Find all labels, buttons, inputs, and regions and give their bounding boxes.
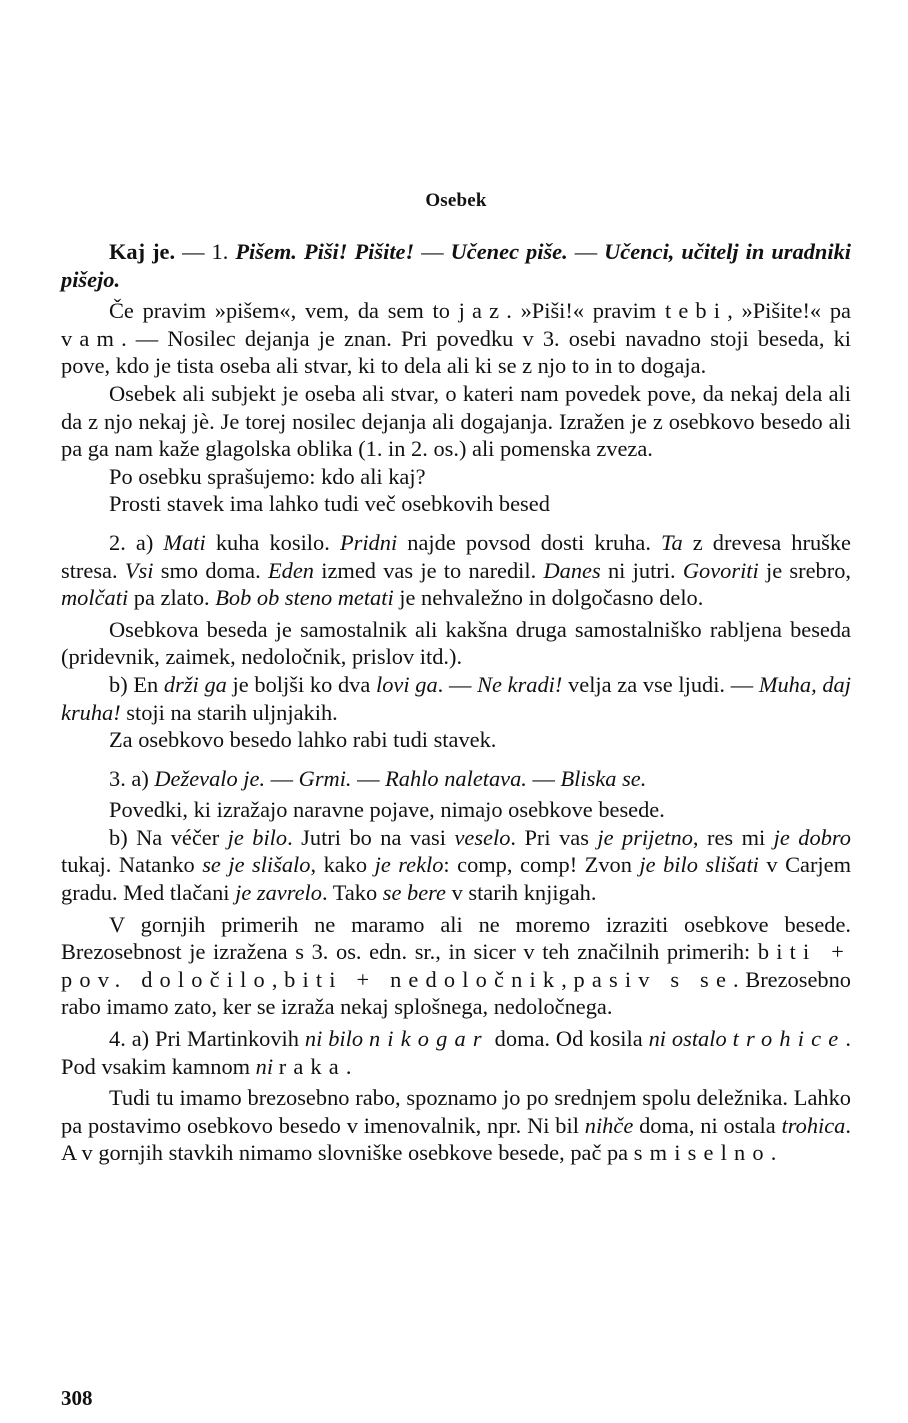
text: b) En: [109, 671, 164, 697]
text: —: [567, 239, 605, 264]
example: Danes: [543, 557, 601, 583]
text: pa zlato.: [128, 585, 216, 611]
text: —: [351, 765, 386, 791]
text: tukaj. Natanko: [61, 852, 203, 878]
text: doma. Od kosila: [488, 1026, 649, 1052]
example: Pridni: [339, 529, 398, 555]
text: najde povsod dosti kruha.: [397, 529, 662, 555]
text: — 1.: [175, 239, 236, 264]
example: Rahlo naletava.: [385, 765, 527, 791]
text: , res mi: [692, 824, 774, 850]
text: stoji na starih uljnjakih.: [120, 699, 338, 725]
lead-question: Kaj je.: [109, 239, 176, 264]
text: . Pri vas: [510, 824, 598, 850]
text: ni jutri.: [600, 557, 683, 583]
example: veselo: [454, 824, 511, 850]
text: v starih knjigah.: [445, 880, 597, 906]
text: : comp, comp! Zvon: [443, 852, 640, 878]
example: je bilo slišati: [639, 852, 759, 878]
paragraph-explanation: [61, 297, 851, 380]
paragraph-examples-3a: [61, 765, 851, 793]
paragraph-examples-2a: [61, 529, 851, 612]
example: Učenec piše.: [450, 239, 568, 264]
example: Muha, daj kruha!: [61, 671, 851, 725]
section-heading: Osebek: [425, 190, 487, 211]
text: velja za vse ljudi. —: [562, 671, 759, 697]
text: smo doma.: [153, 557, 268, 583]
spaced-word: smiselno: [633, 1140, 771, 1166]
text: ,: [271, 966, 285, 992]
text: . Jutri bo na vasi: [287, 824, 455, 850]
example: Pišem. Piši! Pišite!: [235, 239, 415, 264]
text: . Tako: [321, 880, 383, 906]
text: , kako: [310, 852, 375, 878]
paragraph-examples-3b: [61, 824, 851, 907]
text: —: [526, 765, 561, 791]
text: ,: [561, 966, 574, 992]
example: Ne kradi!: [477, 671, 563, 697]
text: v Carjem gradu. Med tlačani: [61, 852, 851, 906]
paragraph-examples-4a: [61, 1025, 851, 1080]
text: —: [265, 765, 299, 791]
example: Bliska se.: [560, 765, 647, 791]
example: se je slišalo: [202, 852, 311, 878]
text: b) Na véčer: [109, 824, 228, 850]
example: je bilo: [227, 824, 288, 850]
example: nihče: [584, 1112, 634, 1138]
example: ni bilo: [304, 1026, 364, 1052]
spaced-word: jaz: [458, 298, 507, 324]
spaced-term: biti + nedoločnik: [284, 966, 562, 992]
example: Deževalo je.: [154, 765, 266, 791]
paragraph-rule-2: Povedki, ki izražajo naravne pojave, nimajo osebkove besede.: [109, 797, 665, 823]
spaced-word: vam: [61, 325, 122, 351]
example: trohica: [781, 1112, 846, 1138]
paragraph-impersonal: [61, 911, 851, 1021]
text: je srebro,: [758, 557, 851, 583]
text: Tudi tu imamo brezosebno rabo, spoznamo jo po srednjem spolu deležnika. Lahko pa postavimo osebkovo besedo v imenovalnik, npr. Ni bil: [61, 1085, 851, 1138]
text: .: [345, 1053, 352, 1079]
text: . —: [437, 671, 478, 697]
example: je dobro: [773, 824, 851, 850]
example: se bere: [382, 880, 446, 906]
text: kuha kosilo.: [205, 529, 340, 555]
example: Mati: [163, 529, 206, 555]
example: ni ostalo: [648, 1026, 727, 1052]
paragraph-note: Prosti stavek ima lahko tudi več osebkovih besed: [109, 491, 550, 517]
text: je boljši ko dva: [226, 671, 376, 697]
paragraph-question: Po osebku sprašujemo: kdo ali kaj?: [109, 463, 426, 489]
example: Učenci, učitelj in uradniki pišejo.: [61, 239, 851, 292]
spaced-word: tebi: [664, 298, 728, 324]
text: . »Piši!« pravim: [506, 298, 665, 324]
spaced-example: nikogar: [368, 1026, 489, 1052]
example: lovi ga: [376, 671, 438, 697]
spaced-term: pasiv s se: [573, 966, 734, 992]
text: . Pod vsakim kamnom: [61, 1026, 851, 1079]
text: V gornjih primerih ne maramo ali ne moremo izraziti osebkove besede. Brezosebnost je izražena s 3. os. edn. sr., in sicer v teh značilnih primerih:: [61, 911, 851, 965]
example: molčati: [61, 585, 129, 611]
text: 2. a): [109, 529, 164, 555]
page-number: 308: [61, 1386, 93, 1410]
text: izmed vas je to naredil.: [313, 557, 544, 583]
paragraph-examples-2b: [61, 671, 851, 726]
spaced-example: trohice: [732, 1026, 846, 1052]
example: Vsi: [124, 557, 154, 583]
example: je reklo: [374, 852, 444, 878]
text: doma, ni ostala: [633, 1112, 782, 1138]
text: . — Nosilec dejanja je znan. Pri povedku v 3. osebi navadno stoji beseda, ki pove, kdo je tista oseba ali stvar, ki to dela ali ki se z njo to in to dogaja.: [61, 325, 851, 379]
example: Bob ob steno metati: [215, 585, 394, 611]
example: Govoriti: [682, 557, 759, 583]
text: z drevesa hruške stresa.: [61, 529, 851, 583]
text: 3. a): [109, 765, 155, 791]
example: drži ga: [163, 671, 227, 697]
example: je prijetno: [597, 824, 693, 850]
spaced-term: biti + pov. določilo: [61, 939, 851, 992]
text: je nehvaležno in dolgočasno delo.: [393, 585, 704, 611]
text: . Brezosebno rabo imamo zato, ker se izraža nekaj splošnega, nedoločnega.: [61, 966, 851, 1020]
example: je zavrelo: [235, 880, 322, 906]
paragraph-rule: Osebkova beseda je samostalnik ali kakšna druga samostalniško rabljena beseda (pridevnik, zaimek, nedoločnik, prislov itd.).: [61, 616, 851, 670]
paragraph-note-2: Za osebkovo besedo lahko rabi tudi stavek.: [109, 727, 497, 753]
example: ni: [255, 1053, 274, 1079]
text: , »Pišite!« pa: [727, 298, 851, 324]
text: 4. a) Pri Martinkovih: [109, 1026, 305, 1052]
paragraph-definition: Osebek ali subjekt je oseba ali stvar, o kateri nam povedek pove, da nekaj dela ali da z njo nekaj jè. Je torej nosilec dejanja ali dogajanja. Izražen je z osebkovo besedo ali pa ga nam kaže glagolska oblika (1. in 2. os.) ali pomenska zveza.: [61, 380, 851, 462]
example: Ta: [661, 529, 683, 555]
paragraph-closing: [61, 1084, 851, 1167]
text: . A v gornjih stavkih nimamo slovniške osebkove besede, pač pa: [61, 1112, 851, 1166]
text: .: [770, 1140, 777, 1166]
paragraph-examples-1: [61, 238, 851, 293]
text: Če pravim »pišem«, vem, da sem to: [109, 298, 459, 324]
example: Eden: [267, 557, 314, 583]
text: —: [414, 239, 451, 264]
spaced-word: raka: [278, 1053, 346, 1079]
example: Grmi.: [298, 765, 352, 791]
page-body: [61, 190, 851, 1167]
